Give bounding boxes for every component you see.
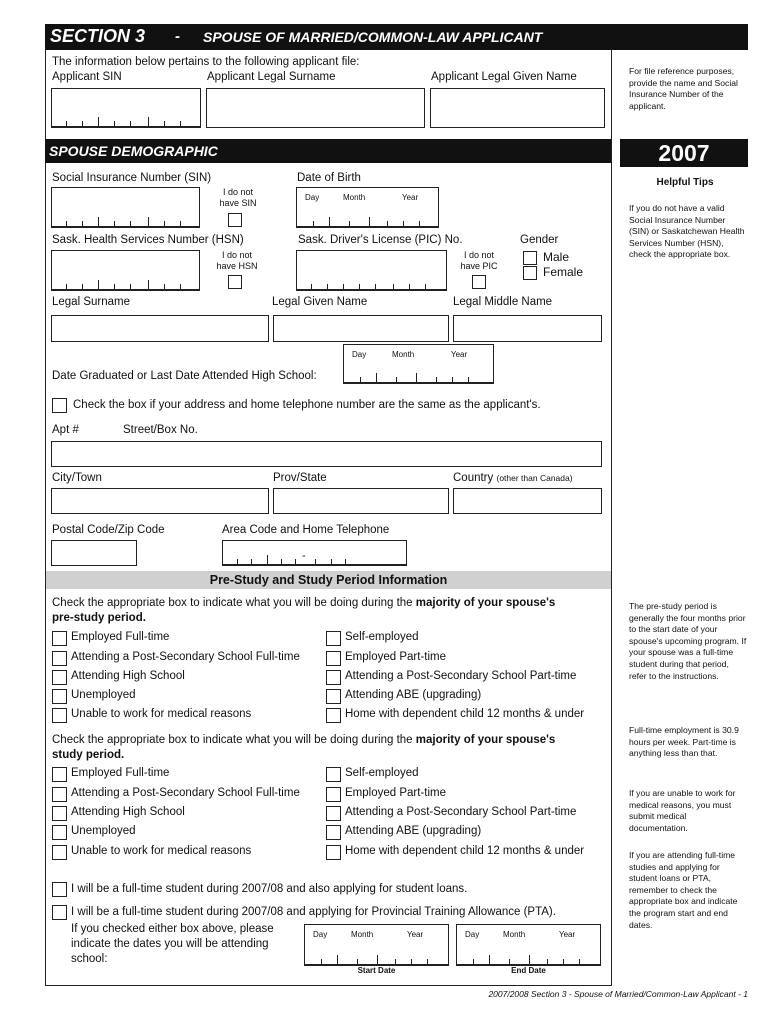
gender-female-label: Female — [543, 265, 584, 279]
pre-right-label-3: Attending ABE (upgrading) — [345, 689, 482, 701]
pre-study-q-bold: majority of your spouse's — [415, 597, 556, 609]
no-sin-label: I do not have SIN — [219, 187, 257, 208]
country-text: Country — [453, 472, 494, 484]
study-left-label-1: Attending a Post-Secondary School Full-time — [71, 787, 300, 799]
address-field[interactable] — [51, 441, 602, 467]
country-label — [453, 472, 573, 484]
pre-right-label-2: Attending a Post-Secondary School Part-time — [345, 670, 577, 682]
pre-left-checkbox-4[interactable] — [52, 708, 67, 723]
hsn-field[interactable] — [51, 250, 200, 291]
grad-date-label: Date Graduated or Last Date Attended High School: — [52, 370, 317, 382]
end-day: Day — [465, 930, 480, 939]
pre-left-checkbox-3[interactable] — [52, 689, 67, 704]
given-field[interactable] — [273, 315, 449, 342]
pic-label: Sask. Driver's License (PIC) No. — [298, 234, 463, 246]
pre-left-label-4: Unable to work for medical reasons — [71, 708, 252, 720]
apt-label: Apt # — [52, 424, 79, 436]
no-hsn-label: I do not have HSN — [216, 250, 258, 271]
applicant-intro: The information below pertains to the following applicant file: — [52, 56, 360, 68]
country-note: (other than Canada) — [496, 473, 573, 483]
side-note-fulltime: Full-time employment is 30.9 hours per week. Part-time is anything less than that. — [629, 725, 739, 759]
pta-label: I will be a full-time student during 2007/08 and applying for Provincial Training Allowance (PTA). — [71, 906, 556, 918]
pre-right-label-0: Self-employed — [345, 631, 419, 643]
pre-left-checkbox-0[interactable] — [52, 631, 67, 646]
pre-left-label-2: Attending High School — [71, 670, 185, 682]
section-header — [45, 24, 748, 50]
phone-label: Area Code and Home Telephone — [222, 524, 390, 536]
grad-day: Day — [352, 350, 367, 359]
pre-left-checkbox-1[interactable] — [52, 651, 67, 666]
gender-male-label: Male — [543, 250, 570, 264]
study-right-checkbox-2[interactable] — [326, 806, 341, 821]
study-header-text: Pre-Study and Study Period Information — [209, 573, 448, 587]
applicant-given-label: Applicant Legal Given Name — [431, 71, 577, 83]
dates-question — [71, 922, 274, 967]
pre-right-label-4: Home with dependent child 12 months & under — [345, 708, 585, 720]
middle-field[interactable] — [453, 315, 602, 342]
dob-month: Month — [343, 193, 366, 202]
phone-field[interactable] — [222, 540, 407, 566]
study-left-checkbox-0[interactable] — [52, 767, 67, 782]
same-address-checkbox[interactable] — [52, 398, 67, 413]
dob-label: Date of Birth — [297, 172, 361, 184]
pre-right-checkbox-3[interactable] — [326, 689, 341, 704]
demographic-title: SPOUSE DEMOGRAPHIC — [49, 143, 218, 159]
pta-checkbox[interactable] — [52, 905, 67, 920]
start-month: Month — [351, 930, 374, 939]
postal-label: Postal Code/Zip Code — [52, 524, 165, 536]
study-right-label-0: Self-employed — [345, 767, 419, 779]
dates-q-line2: indicate the dates you will be attending — [71, 938, 269, 950]
no-pic-checkbox[interactable] — [472, 275, 486, 289]
no-hsn-checkbox[interactable] — [228, 275, 242, 289]
year-label: 2007 — [658, 140, 710, 166]
study-left-checkbox-3[interactable] — [52, 825, 67, 840]
page-footer: 2007/2008 Section 3 - Spouse of Married/Common-Law Applicant - 1 — [488, 989, 748, 999]
postal-field[interactable] — [51, 540, 137, 566]
phone-dash: - — [302, 550, 306, 562]
study-q-bold: majority of your spouse's — [415, 734, 556, 746]
study-right-label-1: Employed Part-time — [345, 787, 446, 799]
pre-study-q-text: Check the appropriate box to indicate what you will be doing during the — [52, 597, 416, 609]
study-left-label-4: Unable to work for medical reasons — [71, 845, 252, 857]
dates-q-line1: If you checked either box above, please — [71, 923, 274, 935]
given-label: Legal Given Name — [272, 296, 368, 308]
pre-right-label-1: Employed Part-time — [345, 651, 446, 663]
no-pic-label: I do not have PIC — [460, 250, 498, 271]
pre-right-checkbox-1[interactable] — [326, 651, 341, 666]
end-date-label: End Date — [511, 966, 546, 975]
grad-month: Month — [392, 350, 415, 359]
study-question — [52, 733, 610, 763]
demographic-header — [45, 139, 611, 163]
applicant-surname-label: Applicant Legal Surname — [207, 71, 336, 83]
city-field[interactable] — [51, 488, 269, 514]
applicant-surname-field[interactable] — [206, 88, 425, 128]
section-number: SECTION 3 — [50, 26, 146, 46]
study-right-checkbox-4[interactable] — [326, 845, 341, 860]
same-address-label: Check the box if your address and home telephone number are the same as the applicant's. — [73, 399, 541, 411]
middle-label: Legal Middle Name — [453, 296, 553, 308]
study-left-label-0: Employed Full-time — [71, 767, 170, 779]
study-left-checkbox-4[interactable] — [52, 845, 67, 860]
applicant-side-note: For file reference purposes, provide the name and Social Insurance Number of the applicant. — [629, 66, 738, 111]
start-day: Day — [313, 930, 328, 939]
gender-label: Gender — [520, 234, 559, 246]
start-date-label: Start Date — [357, 966, 396, 975]
pre-left-label-1: Attending a Post-Secondary School Full-time — [71, 651, 300, 663]
start-year: Year — [407, 930, 424, 939]
loans-label: I will be a full-time student during 2007/08 and also applying for student loans. — [71, 883, 468, 895]
start-date-field[interactable] — [304, 924, 449, 966]
study-left-checkbox-2[interactable] — [52, 806, 67, 821]
no-sin-checkbox[interactable] — [228, 213, 242, 227]
study-q-text: Check the appropriate box to indicate what you will be doing during the — [52, 734, 416, 746]
pre-left-label-3: Unemployed — [71, 689, 136, 701]
year-header — [620, 139, 748, 167]
side-note-dates: If you are attending full-time studies and applying for student loans or PTA, remember to check the appropriate box and indicate the program start and end dates. — [629, 850, 738, 930]
study-right-checkbox-1[interactable] — [326, 787, 341, 802]
side-note-prestudy: The pre-study period is generally the four months prior to the start date of your spouse's upcoming program. If your spouse was a full-time student during that period, refer to the instructions. — [629, 601, 747, 681]
section-title: SPOUSE OF MARRIED/COMMON-LAW APPLICANT — [203, 29, 543, 45]
prov-field[interactable] — [273, 488, 449, 514]
tips-title: Helpful Tips — [656, 177, 714, 188]
study-left-label-2: Attending High School — [71, 806, 185, 818]
hsn-label: Sask. Health Services Number (HSN) — [52, 234, 244, 246]
applicant-sin-label: Applicant SIN — [52, 71, 122, 83]
dob-day: Day — [305, 193, 320, 202]
study-right-checkbox-3[interactable] — [326, 825, 341, 840]
side-note-medical: If you are unable to work for medical reasons, you must submit medical documentation. — [629, 788, 736, 833]
pre-right-checkbox-2[interactable] — [326, 670, 341, 685]
study-q-bold2: study period. — [52, 749, 125, 761]
pre-left-label-0: Employed Full-time — [71, 631, 170, 643]
applicant-given-field[interactable] — [430, 88, 605, 128]
sin-label: Social Insurance Number (SIN) — [52, 172, 212, 184]
gender-male-checkbox[interactable] — [523, 251, 537, 265]
surname-label: Legal Surname — [52, 296, 130, 308]
study-right-checkbox-0[interactable] — [326, 767, 341, 782]
pre-study-q-bold2: pre-study period. — [52, 612, 146, 624]
study-right-label-2: Attending a Post-Secondary School Part-time — [345, 806, 577, 818]
tips-text: If you do not have a valid Social Insurance Number (SIN) or Saskatchewan Health Services Number (HSN), check the appropriate box. — [629, 203, 745, 260]
grad-year: Year — [451, 350, 468, 359]
section-dash: - — [175, 28, 180, 45]
prov-label: Prov/State — [273, 472, 327, 484]
gender-female-checkbox[interactable] — [523, 266, 537, 280]
bottom-border — [45, 985, 612, 986]
dates-q-line3: school: — [71, 953, 108, 965]
pre-study-question — [52, 596, 610, 626]
pic-field[interactable] — [296, 250, 447, 291]
study-header — [46, 571, 611, 589]
left-border — [45, 50, 46, 985]
loans-checkbox[interactable] — [52, 882, 67, 897]
study-right-label-3: Attending ABE (upgrading) — [345, 825, 482, 837]
pre-right-checkbox-0[interactable] — [326, 631, 341, 646]
dob-field[interactable] — [296, 187, 439, 228]
applicant-sin-field[interactable] — [51, 88, 201, 128]
city-label: City/Town — [52, 472, 102, 484]
end-date-field[interactable] — [456, 924, 601, 966]
study-left-checkbox-1[interactable] — [52, 787, 67, 802]
side-divider — [611, 50, 612, 985]
dob-year: Year — [402, 193, 419, 202]
study-right-label-4: Home with dependent child 12 months & under — [345, 845, 585, 857]
street-label: Street/Box No. — [123, 424, 198, 436]
pre-right-checkbox-4[interactable] — [326, 708, 341, 723]
end-year: Year — [559, 930, 576, 939]
end-month: Month — [503, 930, 526, 939]
grad-date-field[interactable] — [343, 344, 494, 384]
surname-field[interactable] — [51, 315, 269, 342]
pre-left-checkbox-2[interactable] — [52, 670, 67, 685]
study-left-label-3: Unemployed — [71, 825, 136, 837]
country-field[interactable] — [453, 488, 602, 514]
sin-field[interactable] — [51, 187, 200, 228]
